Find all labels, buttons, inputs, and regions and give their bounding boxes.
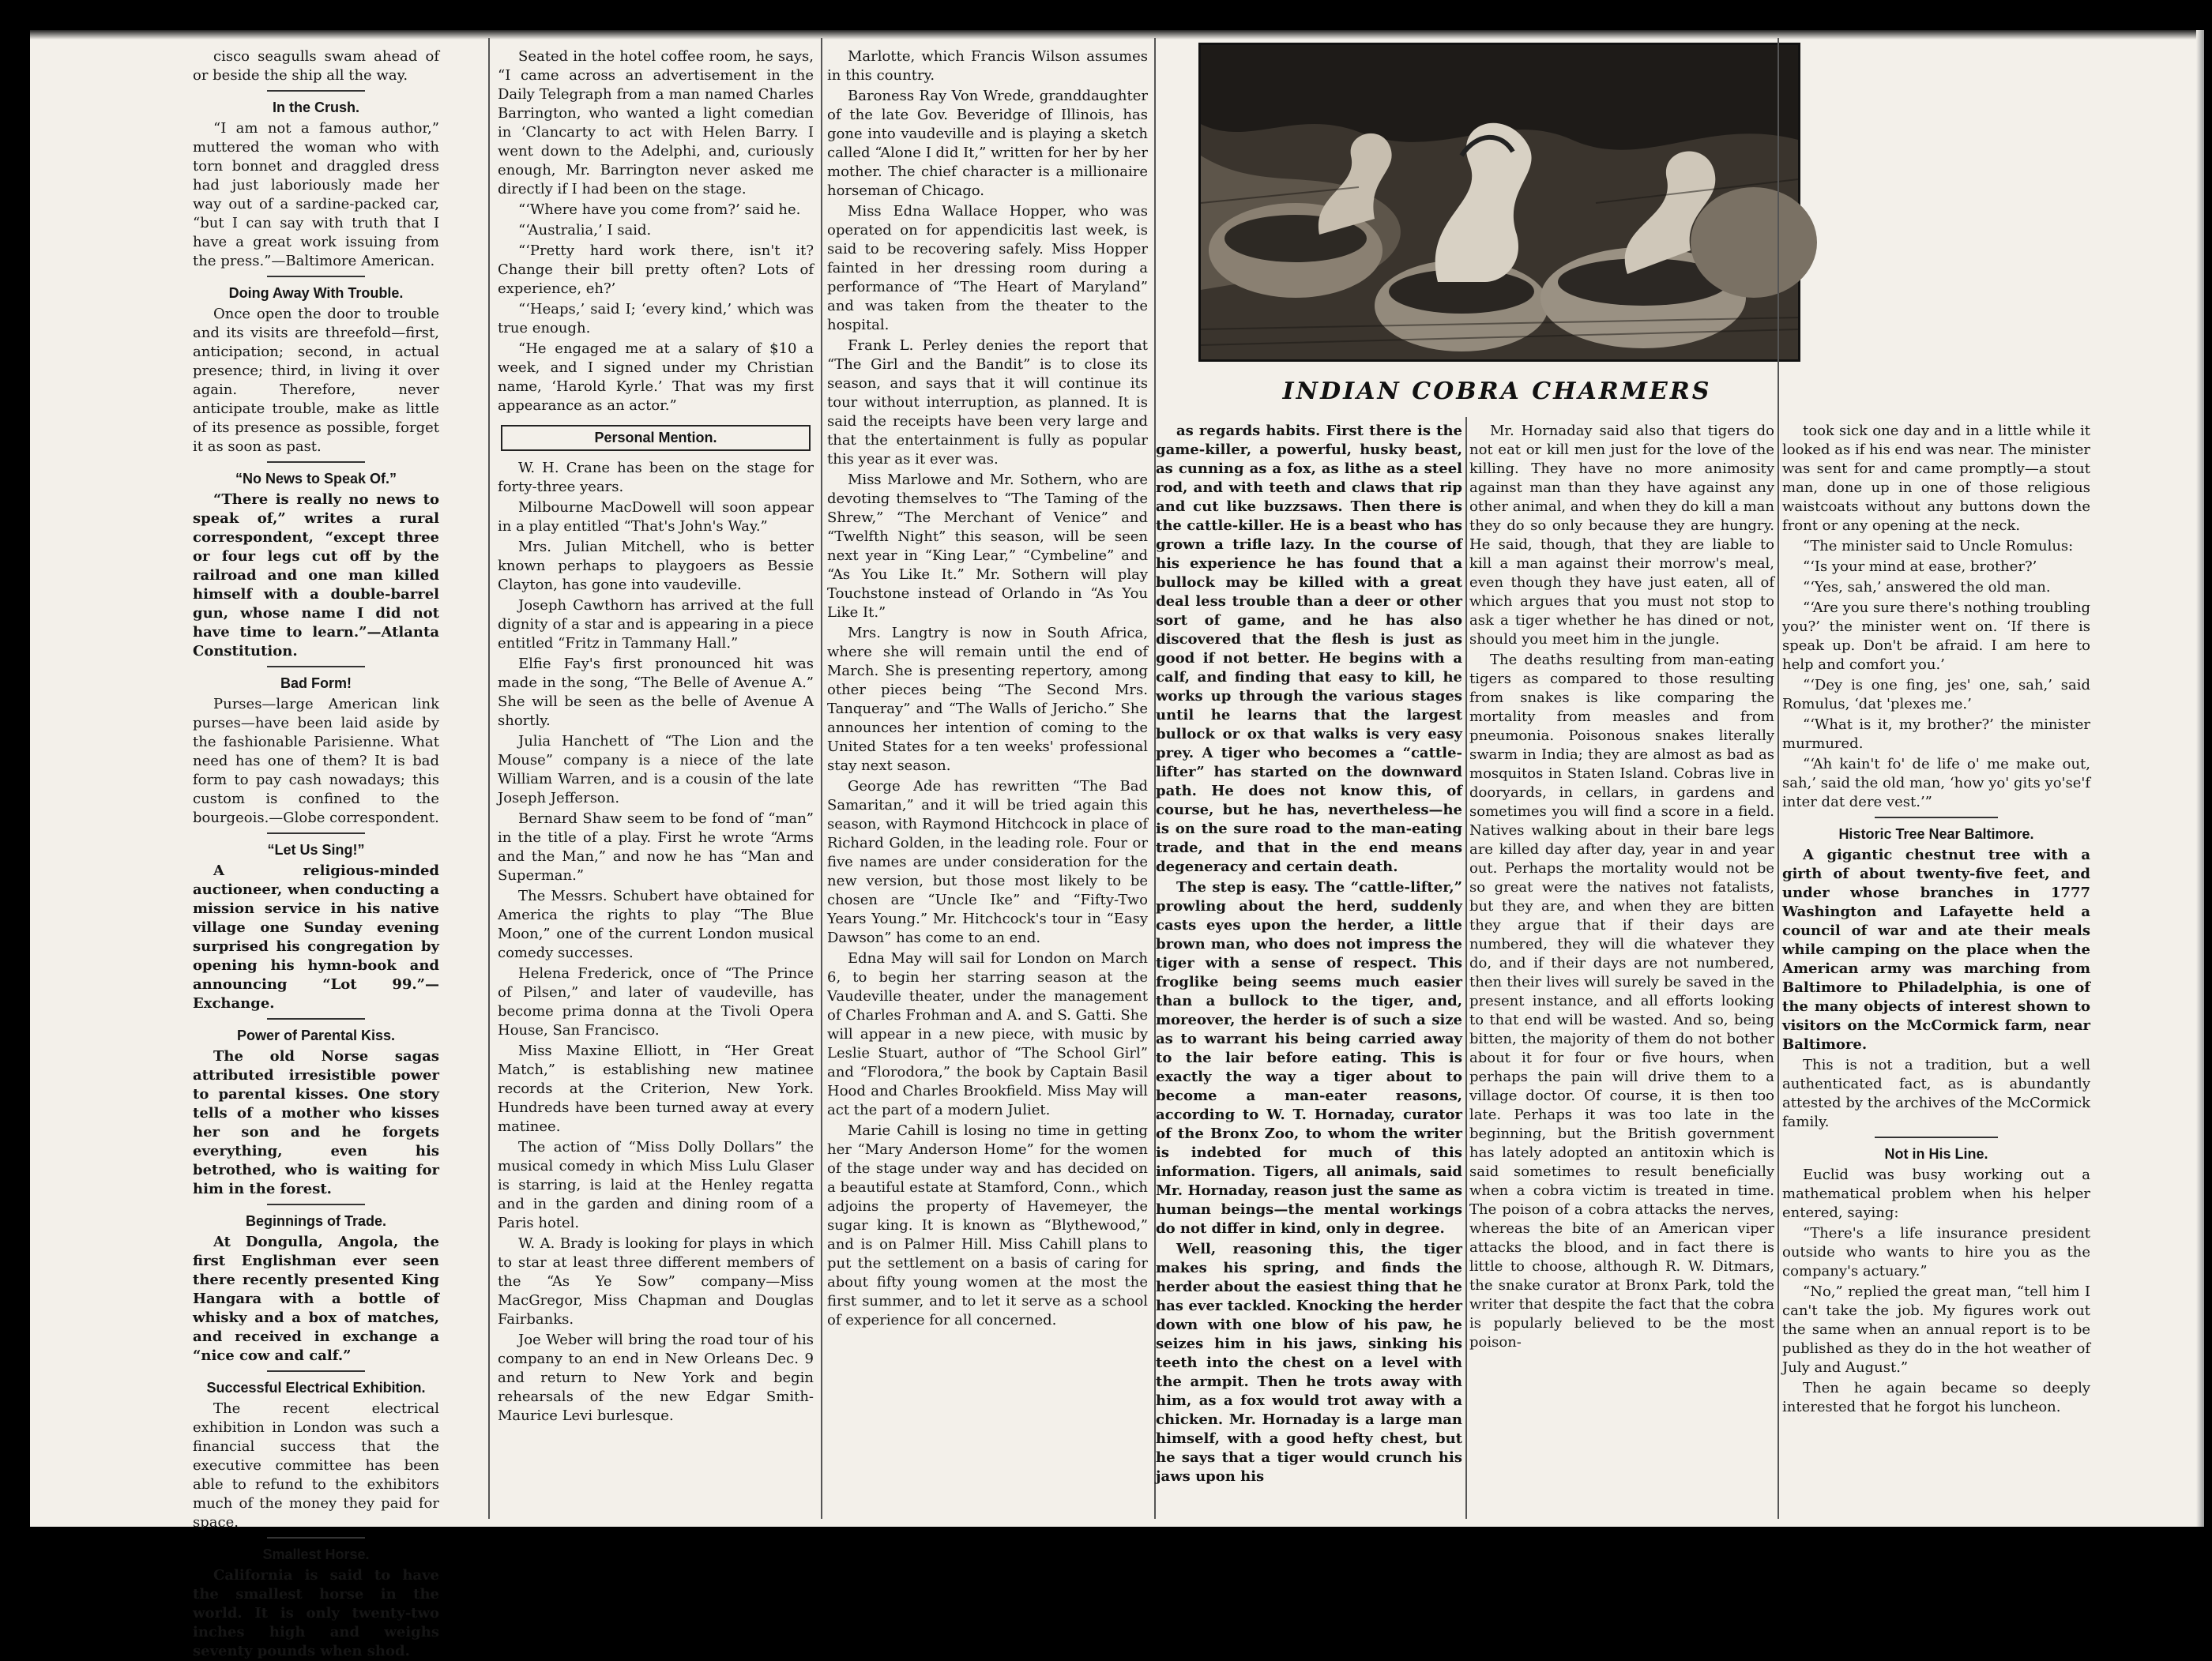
article-paragraph: Bernard Shaw seem to be fond of “man” in the title of a play. First he wrote “Arms and the Man,” and now he has “Man and Superman.”: [498, 810, 814, 884]
section-rule: [267, 276, 366, 277]
section-rule: [267, 1370, 366, 1372]
section-rule: [267, 1537, 366, 1539]
article-headline: Smallest Horse.: [262, 1546, 370, 1562]
article-paragraph: Mrs. Langtry is now in South Africa, where she will remain until the end of March. She is presenting repertory, among other pieces being “The Second Mrs. Tanqueray” and “The Walls of Jericho.” She announces her intention of coming to the United States for a ten weeks' professional stay next season.: [827, 625, 1148, 774]
column-1: [193, 47, 439, 1659]
article-headline: “No News to Speak Of.”: [235, 471, 397, 487]
article-paragraph: The deaths resulting from man-eating tigers as compared to those resulting from snakes is like comparing the mortality from measles and from pneumonia. Poisonous snakes literally swarm in India; they are almost as bad as mosquitos in Staten Island. Cobras live in dooryards, in cellars, in gardens and sometimes you will find a score in a field. Natives walking about in their bare legs are killed day after day, year in and year out. Perhaps the mortality would not be so great were the natives not fatalists, but they are, and when they are bitten they argue that if their days are numbered, they will die whatever they do, and if their days are not numbered, then their lives will surely be saved in the present instance, and all efforts looking to that end will be wasted. And so, being bitten, the majority of them do not bother about it for four or five hours, when perhaps the pain will drive them to a village doctor. Of course, it is then too late. Perhaps it was too late in the beginning, but the British government has lately adopted an antitoxin which is said sometimes to result beneficially when a cobra victim is treated in time. The poison of a cobra attacks the nerves, whereas the bite of an American viper attacks the blood, and in fact there is little to choose, although R. W. Ditmars, the snake curator at Bronx Park, told the writer that despite the fact that the cobra is popularly believed to be the most poison-: [1469, 652, 1774, 1351]
article-paragraph: Joseph Cawthorn has arrived at the full dignity of a star and is appearing in a piece entitled “Fritz in Tammany Hall.”: [498, 597, 814, 652]
article-paragraph: The step is easy. The “cattle-lifter,” prowling about the herd, suddenly casts eyes upon the herder, a little brown man, who does not impress the tiger with a sense of respect. This froglike being seems much easier than a bullock to the tiger, and, moreover, the herder is of such a size as to warrant his being carried away to the lair before eating. This is exactly the way a tiger about to become a man-eater reasons, according to W. T. Hornaday, curator of the Bronx Zoo, to whom the writer is indebted for much of this information. Tigers, all animals, said Mr. Hornaday, reason just the same as human beings—the mental workings do not differ in kind, only in degree.: [1156, 879, 1462, 1237]
article-paragraph: “There's a life insurance president outside who wants to hire you as the company's actuary.”: [1782, 1225, 2090, 1280]
article-paragraph: A gigantic chestnut tree with a girth of about twenty-five feet, and under whose branches in 1777 Washington and Lafayette held a council of war and ate their meals while camping on the place when the American army was marching from Baltimore to Philadelphia, is one of the many objects of interest shown to visitors on the McCormick farm, near Baltimore.: [1782, 847, 2090, 1053]
article-paragraph: “‘Australia,’ I said.: [518, 222, 652, 239]
article-paragraph: “‘Yes, sah,’ answered the old man.: [1803, 579, 2051, 596]
section-rule: [267, 666, 366, 667]
column-2: [498, 47, 814, 1527]
section-rule: [267, 461, 366, 463]
article-paragraph: Then he again became so deeply interested that he forgot his luncheon.: [1782, 1380, 2090, 1415]
column-3: [827, 47, 1148, 1527]
article-headline: Bad Form!: [280, 675, 352, 691]
column-6: [1782, 422, 2090, 1527]
article-paragraph: The action of “Miss Dolly Dollars” the musical comedy in which Miss Lulu Glaser is starring, is laid at the Henley regatta and in the garden and dining room of a Paris hotel.: [498, 1139, 814, 1231]
article-paragraph: George Ade has rewritten “The Bad Samaritan,” and it will be tried again this season, with Raymond Hitchcock in place of Richard Golden, in the leading role. Four or five names are under consideration for the new version, but those most likely to be chosen are “Uncle Ike” and “Fifty-Two Years Young.” Mr. Hitchcock's tour in “Easy Dawson” has come to an end.: [827, 778, 1148, 946]
article-paragraph: Milbourne MacDowell will soon appear in a play entitled “That's John's Way.”: [498, 499, 814, 535]
article-paragraph: Miss Maxine Elliott, in “Her Great Match,” is establishing new matinee records at the Criterion, New York. Hundreds have been turned away at every matinee.: [498, 1043, 814, 1135]
column-divider: [488, 38, 490, 1519]
section-header-box: Personal Mention.: [501, 425, 811, 451]
column-divider: [821, 38, 822, 1519]
article-headline: Not in His Line.: [1884, 1146, 1988, 1162]
article-paragraph: as regards habits. First there is the game-killer, a powerful, husky beast, as cunning as a fox, as lithe as a steel rod, and with teeth and claws that rip and cut like buzzsaws. Then there is the cattle-killer. He is a beast who has grown a trifle lazy. In the course of his experience he has found that a bullock may be killed with a great deal less trouble than a deer or other sort of game, and he has also discovered that the flesh is just as good if not better. He begins with a calf, and finding that easy to kill, he works up through the various stages until he learns that the largest bullock or ox that walks is very easy prey. A tiger who becomes a “cattle-lifter” has started on the downward path. He does not know this, of course, but he has, nevertheless—he is on the sure road to the man-eating trade, and that in the end means degeneracy and certain death.: [1156, 423, 1462, 875]
column-4: [1156, 422, 1462, 1527]
article-paragraph: “I am not a famous author,” muttered the woman who with torn bonnet and draggled dress had just laboriously made her way out of a sardine-packed car, “but I can say with truth that I have a great work issuing from the press.”—Baltimore American.: [193, 120, 439, 269]
article-paragraph: Edna May will sail for London on March 6, to begin her starring season at the Vaudeville theater, under the management of Charles Frohman and A. and S. Gatti. She will appear in a new piece, with music by Leslie Stuart, author of “The School Girl” and “Florodora,” the book by Captain Basil Hood and Charles Brookfield. Miss May will act the part of a modern Juliet.: [827, 950, 1148, 1118]
article-paragraph: Purses—large American link purses—have been laid aside by the fashionable Parisienne. What need has one of them? It is bad form to pay cash nowadays; this custom is confined to the bourgeois.—Globe correspondent.: [193, 696, 439, 826]
article-headline: Successful Electrical Exhibition.: [206, 1380, 426, 1396]
article-paragraph: took sick one day and in a little while it looked as if his end was near. The minister was sent for and came promptly—a stout man, done up in one of those religious waistcoats without any buttons down the front or any opening at the neck.: [1782, 423, 2090, 534]
article-paragraph: “The minister said to Uncle Romulus:: [1803, 538, 2074, 554]
article-paragraph: Julia Hanchett of “The Lion and the Mouse” company is a niece of the late William Warren, and is a cousin of the late Joseph Jefferson.: [498, 733, 814, 806]
illustration-caption: INDIAN COBRA CHARMERS: [1282, 378, 1712, 405]
article-paragraph: The old Norse sagas attributed irresistible power to parental kisses. One story tells of a mother who kisses her son and he forgets everything, even his betrothed, who is waiting for him in the forest.: [193, 1048, 439, 1197]
article-paragraph: Frank L. Perley denies the report that “The Girl and the Bandit” is to close its season, and says that it will continue its tour without interruption, as planned. It is said the receipts have been very large and that the entertainment is fully as popular this year as it ever was.: [827, 337, 1148, 468]
section-rule: [267, 1204, 366, 1205]
article-paragraph: Miss Edna Wallace Hopper, who was operated on for appendicitis last week, is said to be recovering safely. Miss Hopper fainted in her dressing room during a performance of “The Heart of Maryland” and was taken from the theater to the hospital.: [827, 203, 1148, 333]
article-paragraph: Baroness Ray Von Wrede, granddaughter of the late Gov. Beveridge of Illinois, has gone into vaudeville and is playing a sketch called “Alone I did It,” written for her by her mother. The chief character is a millionaire horseman of Chicago.: [827, 88, 1148, 199]
article-paragraph: W. A. Brady is looking for plays in which to star at least three different members of the “As Ye Sow” company—Miss MacGregor, Miss Chapman and Douglas Fairbanks.: [498, 1235, 814, 1328]
article-paragraph: Mr. Hornaday said also that tigers do not eat or kill men just for the love of the killing. They have no more animosity against man than they have against any other animal, and when they do kill a man they do so only because they are hungry. He said, though, that they are liable to kill a man against their morrow's meal, even though they have just eaten, all of which argues that you must not stop to ask a tiger whether he has dined or not, should you meet him in the jungle.: [1469, 423, 1774, 648]
article-paragraph: “‘Pretty hard work there, isn't it? Change their bill pretty often? Lots of experience, eh?’: [498, 242, 814, 297]
cobra-charmers-illustration: [1198, 43, 1800, 362]
section-rule: [267, 1018, 366, 1020]
article-paragraph: Well, reasoning this, the tiger makes his spring, and finds the herder about the easiest thing that he has ever tackled. Knocking the herder down with one blow of his paw, he seizes him in his jaws, sinking his teeth into the chest on a level with the armpit. Then he trots away with him, as a fox would trot away with a chicken. Mr. Hornaday is a large man himself, with a good hefty chest, but he says that a tiger would crunch his jaws upon his: [1156, 1241, 1462, 1485]
article-paragraph: A religious-minded auctioneer, when conducting a mission service in his native village one Sunday evening surprised his congregation by opening his hymn-book and announcing “Lot 99.”—Exchange.: [193, 862, 439, 1012]
section-rule: [267, 832, 366, 834]
article-paragraph: “No,” replied the great man, “tell him I can't take the job. My figures work out the same when an annual report is to be published as they do in the hot weather of July and August.”: [1782, 1283, 2090, 1376]
article-paragraph: “‘Where have you come from?’ said he.: [518, 201, 801, 218]
article-paragraph: The recent electrical exhibition in London was such a financial success that the executive committee has been able to refund to the exhibitors much of the money they paid for space.: [193, 1400, 439, 1531]
article-paragraph: “He engaged me at a salary of $10 a week, and I signed under my Christian name, ‘Harold Kyrle.’ That was my first appearance as an actor.”: [498, 340, 814, 414]
article-paragraph: Helena Frederick, once of “The Prince of Pilsen,” and later of vaudeville, has become prima donna at the Tivoli Opera House, San Francisco.: [498, 965, 814, 1039]
section-rule: [1875, 817, 1998, 818]
article-paragraph: Mrs. Julian Mitchell, who is better known perhaps to playgoers as Bessie Clayton, has gone into vaudeville.: [498, 539, 814, 593]
article-paragraph: Once open the door to trouble and its visits are threefold—first, anticipation; second, in actual presence; third, in living it over again. Therefore, never anticipate trouble, make as little of its presence as possible, forget it as soon as past.: [193, 306, 439, 455]
article-paragraph: Euclid was busy working out a mathematical problem when his helper entered, saying:: [1782, 1167, 2090, 1221]
article-paragraph: W. H. Crane has been on the stage for forty-three years.: [498, 460, 814, 495]
article-paragraph: Elfie Fay's first pronounced hit was made in the song, “The Belle of Avenue A.” She will be seen as the belle of Avenue A shortly.: [498, 656, 814, 729]
section-rule: [1875, 1137, 1998, 1138]
article-headline: Power of Parental Kiss.: [236, 1028, 396, 1043]
newspaper-page: [30, 30, 2204, 1659]
article-headline: Historic Tree Near Baltimore.: [1838, 826, 2034, 842]
column-divider: [1778, 38, 1779, 1519]
article-paragraph: “‘Are you sure there's nothing troubling you?’ the minister went on. ‘If there is speak up. Don't be afraid. I am here to help and comfort you.’: [1782, 599, 2090, 673]
article-headline: Beginnings of Trade.: [245, 1213, 386, 1229]
article-paragraph: The Messrs. Schubert have obtained for America the rights to play “The Blue Moon,” one of the current London musical comedy successes.: [498, 888, 814, 961]
article-headline: “Let Us Sing!”: [267, 842, 365, 858]
article-paragraph: Miss Marlowe and Mr. Sothern, who are devoting themselves to “The Taming of the Shrew,” “The Merchant of Venice” and “Twelfth Night” this season, will be seen next year in “King Lear,” “Cymbeline” and “As You Like It.” Mr. Sothern will play Touchstone instead of Orlando in “As You Like It.”: [827, 472, 1148, 621]
column-divider: [1465, 417, 1467, 1519]
article-headline: In the Crush.: [272, 100, 359, 115]
article-paragraph: “‘Dey is one fing, jes' one, sah,’ said Romulus, ‘dat 'plexes me.’: [1782, 677, 2090, 712]
article-paragraph: California is said to have the smallest horse in the world. It is only twenty-two inches high and weighs seventy pounds when shod.: [193, 1567, 439, 1659]
article-paragraph: “‘Is your mind at ease, brother?’: [1803, 558, 2037, 575]
article-paragraph: “‘Ah kain't fo' de life o' me make out, sah,’ said the old man, ‘how yo' gits yo'se'f inter dat dere vest.’”: [1782, 756, 2090, 810]
page-edge: [2196, 30, 2204, 1527]
article-paragraph: “‘What is it, my brother?’ the minister murmured.: [1782, 716, 2090, 752]
article-paragraph: Joe Weber will bring the road tour of his company to an end in New Orleans Dec. 9 and return to New York and begin rehearsals of the new Edgar Smith-Maurice Levi burlesque.: [498, 1332, 814, 1424]
article-paragraph: At Dongulla, Angola, the first Englishman ever seen there recently presented King Hangara with a bottle of whisky and a box of matches, and received in exchange a “nice cow and calf.”: [193, 1234, 439, 1364]
column-5: [1469, 422, 1774, 1527]
engraving-image: [1201, 45, 1798, 359]
article-paragraph: Marlotte, which Francis Wilson assumes in this country.: [827, 48, 1148, 84]
section-rule: [267, 90, 366, 92]
article-paragraph: cisco seagulls swam ahead of or beside the ship all the way.: [193, 48, 439, 84]
article-paragraph: This is not a tradition, but a well authenticated fact, as is abundantly attested by the archives of the McCormick family.: [1782, 1057, 2090, 1130]
article-headline: Doing Away With Trouble.: [228, 285, 404, 301]
article-paragraph: “There is really no news to speak of,” writes a rural correspondent, “except three or four legs cut off by the railroad and one man killed himself with a double-barrel gun, whose name I did not have time to learn.”—Atlanta Constitution.: [193, 491, 439, 660]
article-paragraph: Seated in the hotel coffee room, he says, “I came across an advertisement in the Daily Telegraph from a man named Charles Barrington, who wanted a light comedian in ‘Clancarty to act with Helen Barry. I went down to the Adelphi, and, curiously enough, Mr. Barrington never asked me directly if I had been on the stage.: [498, 48, 814, 197]
article-paragraph: “‘Heaps,’ said I; ‘every kind,’ which was true enough.: [498, 301, 814, 336]
article-paragraph: Marie Cahill is losing no time in getting her “Mary Anderson Home” for the women of the stage under way and has decided on a beautiful estate at Stamford, Conn., which adjoins the property of Havemeyer, the sugar king. It is known as “Blythewood,” and is on Palmer Hill. Miss Cahill plans to put the settlement on a basis of caring for about fifty young women at the most the first summer, and to let it serve as a school of experience for all concerned.: [827, 1122, 1148, 1328]
